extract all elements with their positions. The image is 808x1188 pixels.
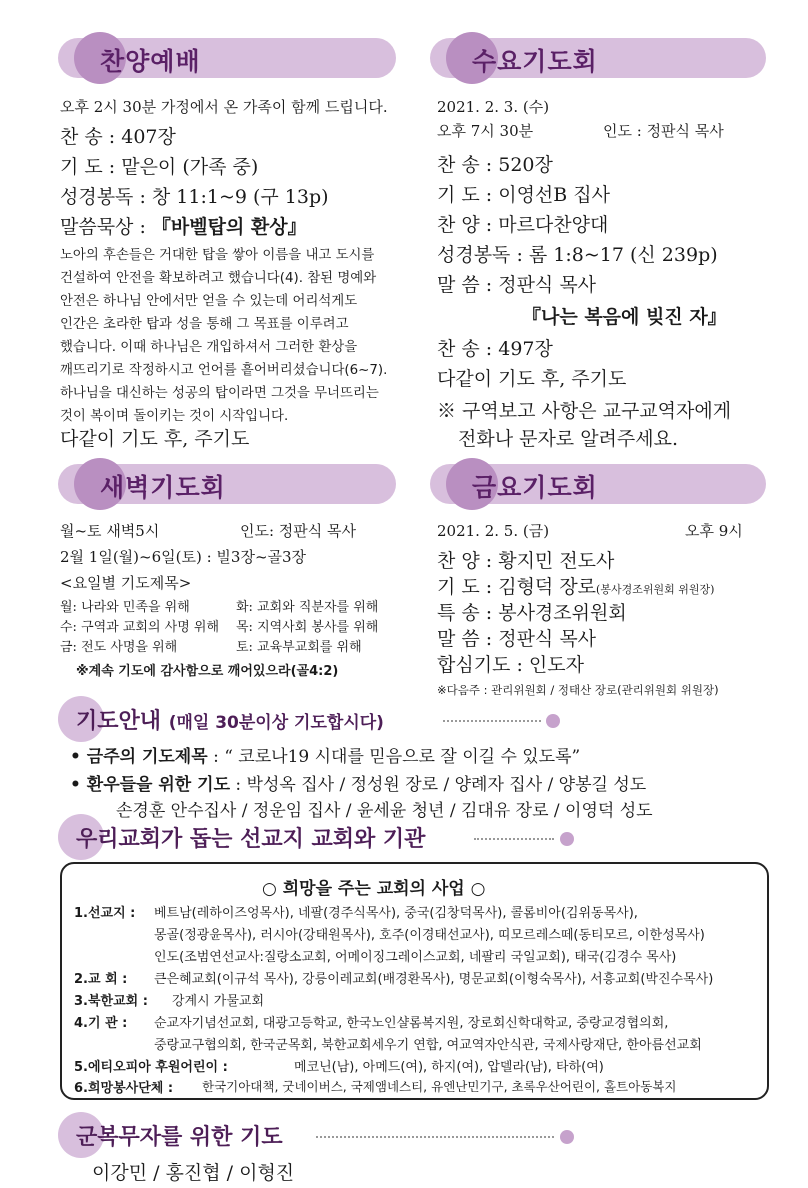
divider-end-dot bbox=[546, 714, 560, 728]
worship-sermon bbox=[60, 212, 307, 239]
wednesday-hymn1: 찬 송 : 520장 bbox=[437, 154, 553, 176]
mission-line: 순교자기념선교회, 대광고등학교, 한국노인샬롬복지원, 장로회신학대학교, 중랑교경협의회, bbox=[154, 1016, 669, 1031]
prayer-sick-label: • 환우들을 위한 기도 bbox=[70, 775, 230, 795]
mission-line: 인도(조범연선교사:질랑소교회, 어메이징그레이스교회, 네팔리 국일교회), 태국(김경수 목사) bbox=[154, 950, 677, 965]
mission-label bbox=[74, 968, 127, 987]
worship-header bbox=[58, 38, 396, 78]
worship-hymn: 찬 송 : 407장 bbox=[60, 126, 176, 148]
worship-body bbox=[60, 244, 398, 428]
dawn-time: 월~토 새벽5시 bbox=[60, 522, 160, 540]
wednesday-hymn2: 찬 송 : 497장 bbox=[437, 338, 553, 360]
divider-end-dot bbox=[560, 832, 574, 846]
friday-date: 2021. 2. 5. (금) bbox=[437, 522, 550, 540]
sermon-title: 『바벨탑의 환상』 bbox=[151, 216, 307, 238]
friday-joint: 합심기도 : 인도자 bbox=[437, 654, 584, 676]
prayer-topic-text: : “ 코로나19 시대를 믿음으로 잘 이길 수 있도록” bbox=[207, 747, 581, 767]
prayer-topic-label: • 금주의 기도제목 bbox=[70, 747, 208, 767]
mission-label bbox=[74, 1012, 127, 1031]
wednesday-note1: ※ 구역보고 사항은 교구교역자에게 bbox=[437, 400, 732, 422]
body-line: 깨뜨리기로 작정하시고 언어를 흩어버리셨습니다(6~7). bbox=[60, 363, 388, 378]
friday-prayer-text: 기 도 : 김형덕 장로 bbox=[437, 576, 597, 598]
missions-box bbox=[60, 862, 769, 1100]
dawn-day-right: 목: 지역사회 봉사를 위해 bbox=[236, 620, 379, 635]
sermon-label: 말씀묵상 : bbox=[60, 216, 152, 238]
friday-choir: 찬 양 : 황지민 전도사 bbox=[437, 550, 615, 572]
body-line: 것이 복이며 돌이키는 것이 시작입니다. bbox=[60, 409, 289, 424]
friday-sermon: 말 씀 : 정판식 목사 bbox=[437, 628, 597, 650]
worship-line1: 오후 2시 30분 가정에서 온 가족이 함께 드립니다. bbox=[60, 98, 388, 116]
dawn-row bbox=[60, 596, 190, 615]
dawn-row bbox=[60, 616, 219, 635]
divider-dots bbox=[316, 1136, 554, 1138]
friday-prayer bbox=[437, 572, 714, 599]
dawn-day-right: 토: 교육부교회를 위해 bbox=[236, 640, 362, 655]
dawn-range: 2월 1일(월)~6일(토) : 빌3장~골3장 bbox=[60, 548, 307, 566]
prayer-sick bbox=[70, 770, 646, 795]
prayer-guide-title bbox=[76, 704, 384, 735]
friday-special: 특 송 : 봉사경조위원회 bbox=[437, 602, 627, 624]
soldiers-title: 군복무자를 위한 기도 bbox=[76, 1125, 283, 1150]
mission-label bbox=[74, 990, 148, 1009]
mission-line: 한국기아대책, 굿네이버스, 국제앰네스티, 유엔난민기구, 초록우산어린이, 홀트아동복지 bbox=[202, 1079, 677, 1094]
body-line: 안전은 하나님 안에서만 얻을 수 있는데 어리석게도 bbox=[60, 294, 358, 309]
worship-title: 찬양예배 bbox=[100, 47, 201, 76]
body-line: 했습니다. 이때 하나님은 개입하셔서 그러한 환상을 bbox=[60, 340, 358, 355]
prayer-guide-header bbox=[58, 698, 558, 742]
dawn-day-right: 화: 교회와 직분자를 위해 bbox=[236, 600, 379, 615]
dawn-header bbox=[58, 464, 396, 504]
mission-line: 중랑교구협의회, 한국군목회, 북한교회세우기 연합, 여교역자안식관, 국제사랑재단, 한아름선교회 bbox=[154, 1038, 702, 1053]
mission-line: 몽골(정광윤목사), 러시아(강태원목사), 호주(이경태선교사), 띠모르레스떼(동티모르, 이한성목사) bbox=[154, 928, 705, 943]
mission-label bbox=[74, 1056, 228, 1075]
prayer-guide-subtitle: (매일 30분이상 기도합시다) bbox=[168, 713, 384, 733]
body-line: 인간은 초라한 탑과 성을 통해 그 목표를 이루려고 bbox=[60, 317, 349, 332]
friday-prayer-note: (봉사경조위원회 위원장) bbox=[596, 583, 715, 596]
mission-label bbox=[74, 902, 135, 921]
dawn-verse: ※계속 기도에 감사함으로 깨어있으라(골4:2) bbox=[76, 664, 339, 679]
wednesday-leader: 인도 : 정판식 목사 bbox=[603, 122, 724, 140]
dawn-title: 새벽기도회 bbox=[100, 473, 226, 502]
friday-header bbox=[430, 464, 766, 504]
worship-closing: 다같이 기도 후, 주기도 bbox=[60, 428, 250, 450]
dawn-day-left: 금: 전도 사명을 위해 bbox=[60, 640, 178, 655]
wednesday-time: 오후 7시 30분 bbox=[437, 122, 534, 140]
wednesday-sermon: 말 씀 : 정판식 목사 bbox=[437, 274, 597, 296]
wednesday-reading: 성경봉독 : 롬 1:8~17 (신 239p) bbox=[437, 244, 718, 266]
mission-label-text: 1.선교지 : bbox=[74, 906, 136, 921]
wednesday-date: 2021. 2. 3. (수) bbox=[437, 98, 550, 116]
prayer-topic bbox=[70, 742, 580, 767]
mission-label-text: 6.희망봉사단체 : bbox=[74, 1081, 174, 1096]
friday-host: ※다음주 : 관리위원회 / 정태산 장로(관리위원회 위원장) bbox=[437, 683, 719, 697]
wednesday-closing: 다같이 기도 후, 주기도 bbox=[437, 368, 627, 390]
dawn-leader: 인도: 정판식 목사 bbox=[240, 522, 357, 540]
wednesday-title: 수요기도회 bbox=[472, 47, 598, 76]
prayer-sick-text1: : 박성옥 집사 / 정성원 장로 / 양례자 집사 / 양봉길 성도 bbox=[230, 775, 647, 795]
dawn-day-left: 월: 나라와 민족을 위해 bbox=[60, 600, 190, 615]
missions-box-title: ○ 희망을 주는 교회의 사업 ○ bbox=[262, 879, 486, 899]
soldiers-names: 이강민 / 홍진협 / 이형진 bbox=[92, 1162, 295, 1184]
friday-time: 오후 9시 bbox=[685, 522, 743, 540]
mission-label bbox=[74, 1077, 173, 1096]
body-line: 노아의 후손들은 거대한 탑을 쌓아 이름을 내고 도시를 bbox=[60, 248, 375, 263]
friday-title: 금요기도회 bbox=[472, 473, 598, 502]
wednesday-note2: 전화나 문자로 알려주세요. bbox=[458, 428, 679, 450]
prayer-guide-title-text: 기도안내 bbox=[76, 709, 162, 734]
mission-label-text: 5.에티오피아 후원어린이 : bbox=[74, 1060, 228, 1075]
divider-dots bbox=[443, 720, 541, 722]
prayer-sick-line2: 손경훈 안수집사 / 정운임 집사 / 윤세윤 청년 / 김대유 장로 / 이영덕 성도 bbox=[116, 801, 653, 821]
missions-title: 우리교회가 돕는 선교지 교회와 기관 bbox=[76, 827, 426, 852]
mission-line: 강계시 가물교회 bbox=[172, 994, 265, 1009]
missions-header bbox=[58, 816, 578, 860]
divider-dots bbox=[474, 838, 554, 840]
mission-label-text: 4.기 관 : bbox=[74, 1016, 128, 1031]
wednesday-prayer: 기 도 : 이영선B 집사 bbox=[437, 184, 611, 206]
wednesday-sermon-title: 『나는 복음에 빚진 자』 bbox=[522, 306, 727, 328]
dawn-subtitle: <요일별 기도제목> bbox=[60, 574, 192, 592]
mission-label-text: 2.교 회 : bbox=[74, 972, 128, 987]
soldiers-header bbox=[58, 1114, 578, 1158]
wednesday-header bbox=[430, 38, 766, 78]
dawn-day-left: 수: 구역과 교회의 사명 위해 bbox=[60, 620, 220, 635]
wednesday-choir: 찬 양 : 마르다찬양대 bbox=[437, 214, 609, 236]
dawn-row bbox=[60, 636, 177, 655]
worship-prayer: 기 도 : 맡은이 (가족 중) bbox=[60, 156, 259, 178]
body-line: 건설하여 안전을 확보하려고 했습니다(4). 참된 명예와 bbox=[60, 271, 377, 286]
mission-line: 큰은혜교회(이규석 목사), 강릉이레교회(배경환목사), 명문교회(이형숙목사), 서흥교회(박진수목사) bbox=[154, 972, 714, 987]
body-line: 하나님을 대신하는 성공의 탑이라면 그것을 무너뜨리는 bbox=[60, 386, 379, 401]
mission-line: 베트남(레하이즈엉목사), 네팔(경주식목사), 중국(김창덕목사), 콜롬비아(김위동목사), bbox=[154, 906, 638, 921]
worship-reading: 성경봉독 : 창 11:1~9 (구 13p) bbox=[60, 186, 329, 208]
mission-line: 메코닌(남), 아메드(여), 하지(여), 압델라(남), 타하(여) bbox=[294, 1060, 604, 1075]
mission-label-text: 3.북한교회 : bbox=[74, 994, 148, 1009]
divider-end-dot bbox=[560, 1130, 574, 1144]
